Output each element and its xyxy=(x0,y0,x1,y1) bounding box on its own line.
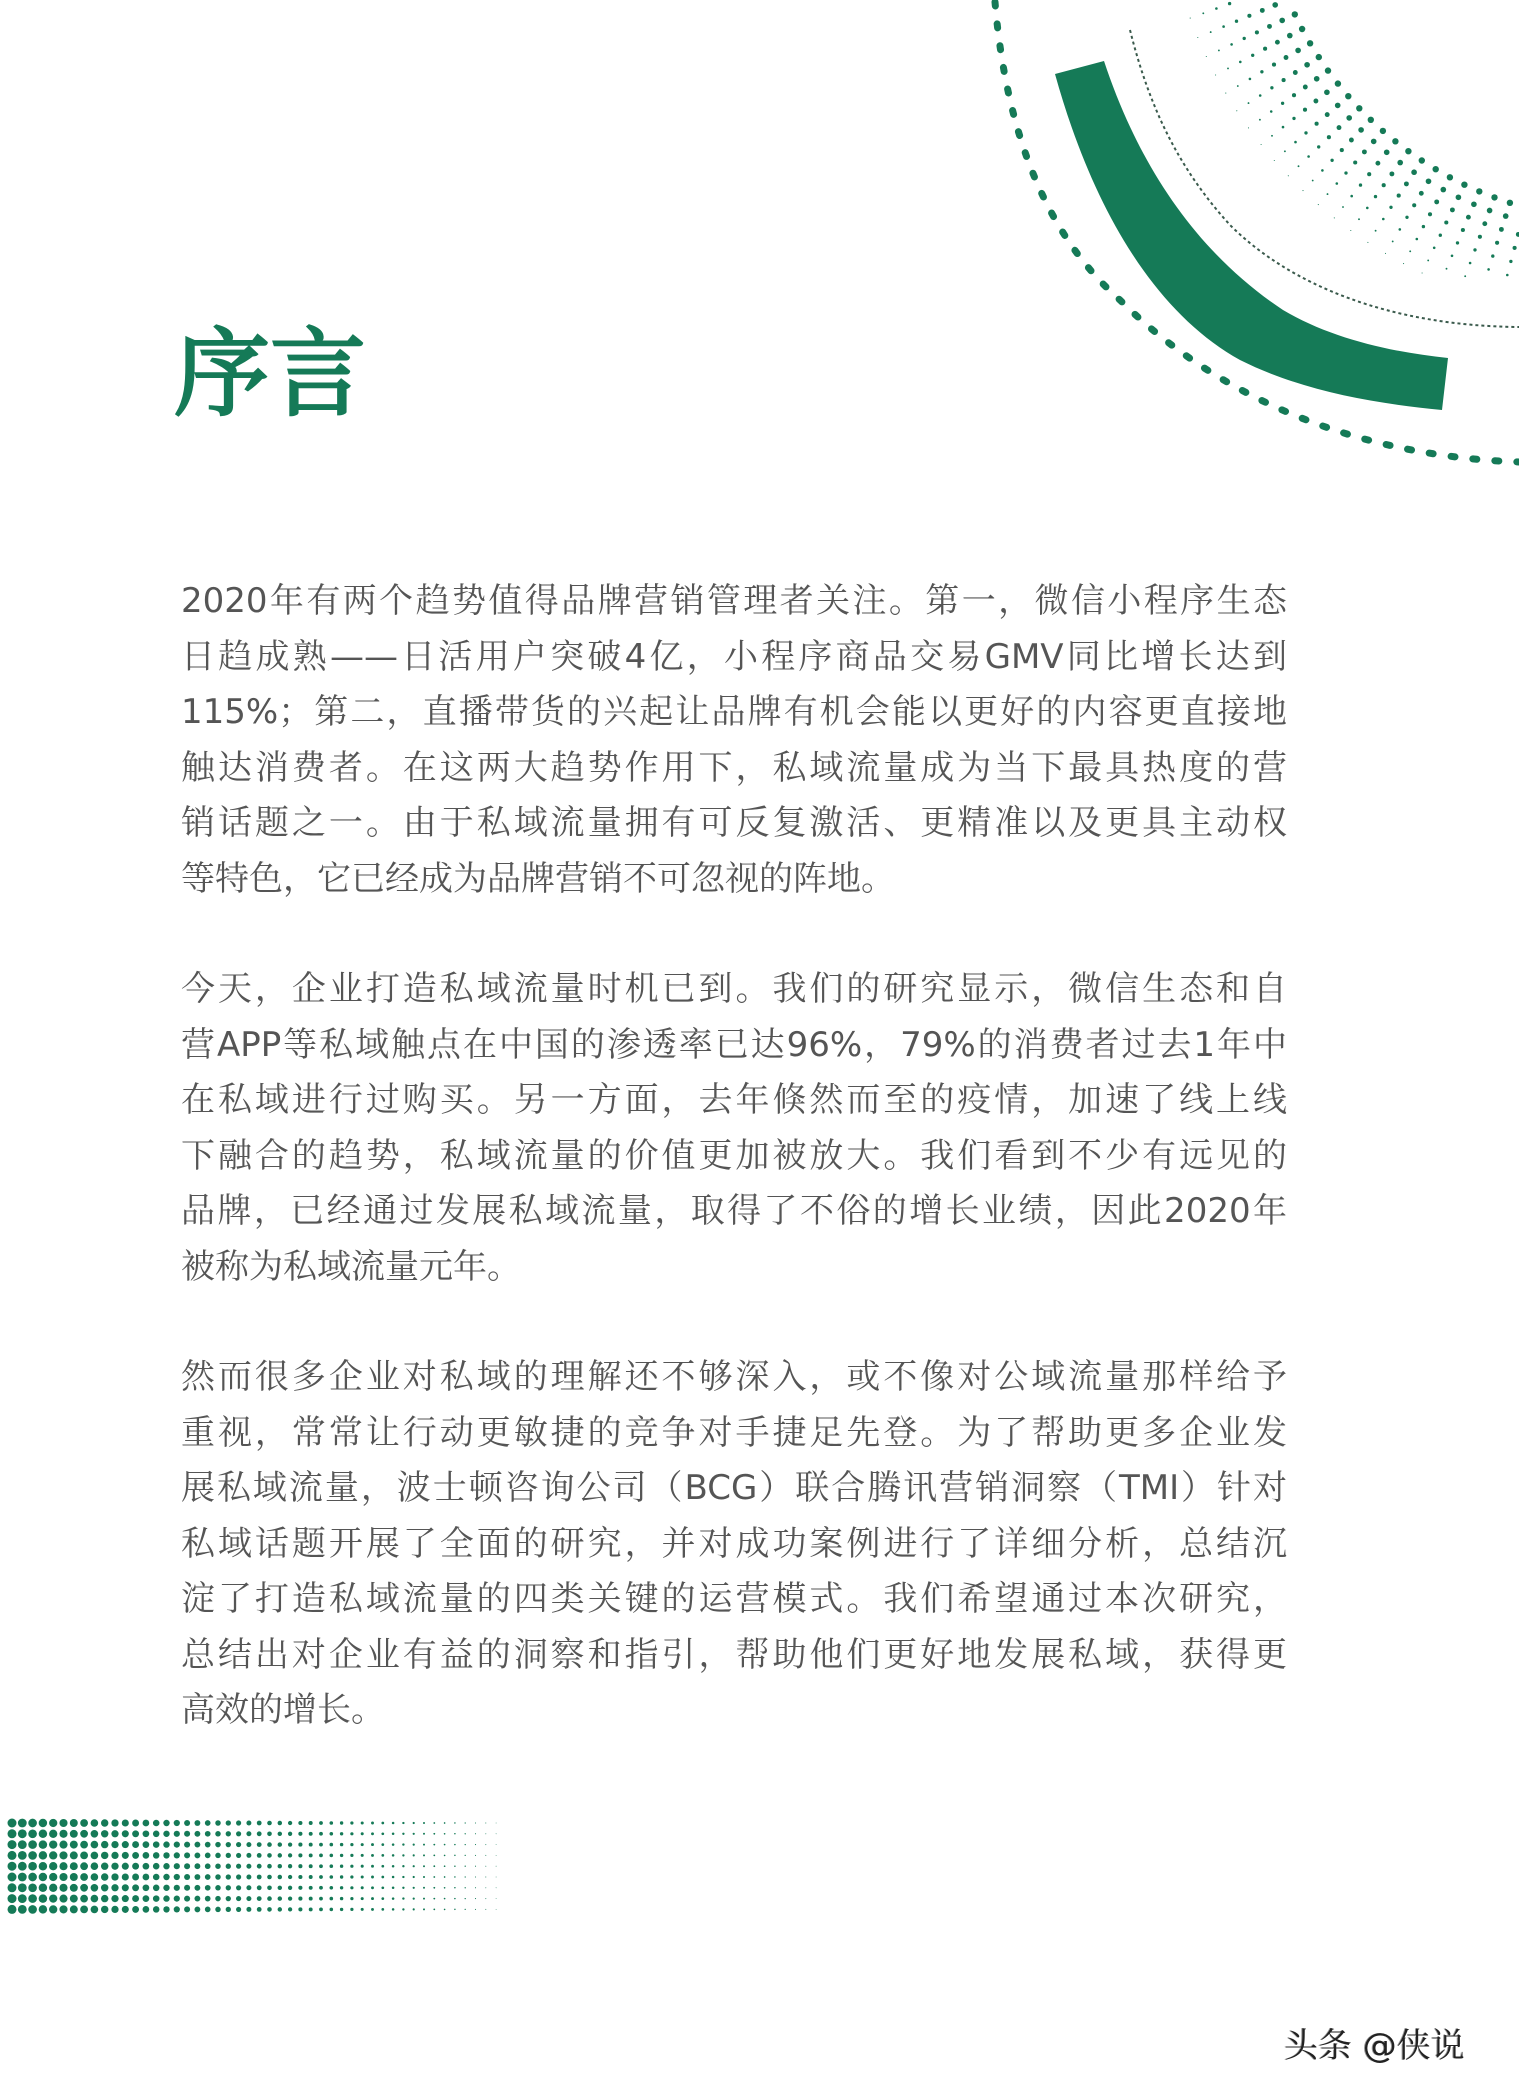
text-line: 品牌，已经通过发展私域流量，取得了不俗的增长业绩，因此2020年 xyxy=(181,1191,1287,1231)
text-line: 展私域流量，波士顿咨询公司（BCG）联合腾讯营销洞察（TMI）针对 xyxy=(181,1468,1287,1508)
text-line: 高效的增长。 xyxy=(181,1690,385,1730)
preface-body xyxy=(181,574,1287,1794)
text-line: 营APP等私域触点在中国的渗透率已达96%，79%的消费者过去1年中 xyxy=(181,1024,1287,1065)
text-line: 115%；第二，直播带货的兴起让品牌有机会能以更好的内容更直接地 xyxy=(181,692,1287,732)
text-line: 被称为私域流量元年。 xyxy=(181,1246,521,1287)
text-line: 等特色，它已经成为品牌营销不可忽视的阵地。 xyxy=(181,858,895,899)
halftone-dot-grid xyxy=(0,1800,540,1930)
watermark: 头条 @侠说 xyxy=(1284,2026,1465,2066)
text-line: 然而很多企业对私域的理解还不够深入，或不像对公域流量那样给予 xyxy=(181,1357,1287,1397)
text-line: 今天，企业打造私域流量时机已到。我们的研究显示，微信生态和自 xyxy=(181,969,1287,1009)
text-line: 总结出对企业有益的洞察和指引，帮助他们更好地发展私域，获得更 xyxy=(181,1634,1287,1675)
text-line: 2020年有两个趋势值得品牌营销管理者关注。第一，微信小程序生态 xyxy=(181,581,1287,621)
text-line: 淀了打造私域流量的四类关键的运营模式。我们希望通过本次研究， xyxy=(181,1579,1287,1619)
text-line: 重视，常常让行动更敏捷的竞争对手捷足先登。为了帮助更多企业发 xyxy=(181,1412,1287,1453)
page-title: 序言 xyxy=(174,318,366,430)
text-line: 日趋成熟——日活用户突破4亿，小程序商品交易GMV同比增长达到 xyxy=(181,636,1287,677)
text-line: 在私域进行过购买。另一方面，去年倏然而至的疫情，加速了线上线 xyxy=(181,1080,1287,1120)
paragraph-1 xyxy=(181,574,1287,907)
decorative-arcs-graphic xyxy=(0,0,1519,520)
text-line: 触达消费者。在这两大趋势作用下，私域流量成为当下最具热度的营 xyxy=(181,747,1287,788)
paragraph-3 xyxy=(181,1350,1287,1739)
text-line: 销话题之一。由于私域流量拥有可反复激活、更精准以及更具主动权 xyxy=(181,803,1287,843)
text-line: 私域话题开展了全面的研究，并对成功案例进行了详细分析，总结沉 xyxy=(181,1523,1287,1564)
paragraph-2 xyxy=(181,962,1287,1295)
halftone-dot-arc xyxy=(1190,2,1519,277)
thick-green-arc xyxy=(1055,61,1448,410)
text-line: 下融合的趋势，私域流量的价值更加被放大。我们看到不少有远见的 xyxy=(181,1135,1287,1176)
